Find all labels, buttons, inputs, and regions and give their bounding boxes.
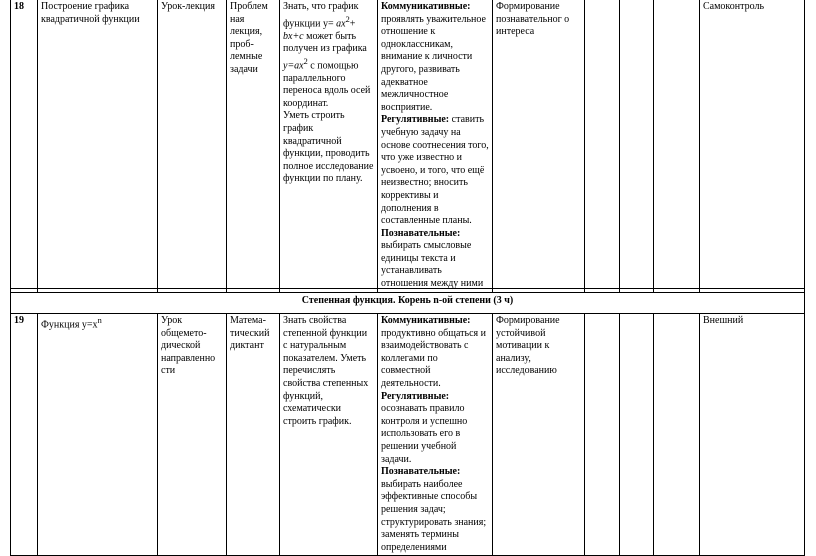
- lesson-type: Урок-лекция: [158, 0, 227, 292]
- section-heading-row: [11, 289, 805, 314]
- lesson-number: 18: [11, 0, 38, 292]
- personal-results: Формирование устойчивой мотивации к анализу, исследованию: [493, 314, 585, 556]
- lesson-topic: Функция $у=х^n$: [38, 314, 158, 556]
- empty-cell: [585, 314, 620, 556]
- lesson-topic: Построение графика квадратичной функции: [38, 0, 158, 292]
- control-form: Самоконтроль: [700, 0, 805, 292]
- empty-cell: [654, 0, 700, 292]
- lesson-row-19: [11, 314, 805, 556]
- section-heading: Степенная функция. Корень n-ой степени (3 ч): [11, 289, 805, 314]
- meta-results: Коммуникативные: продуктивно общаться и взаимодействовать с коллегами по совместной деятельности. Регулятивные: осознавать правило контроля и успешно использовать его в решении учебной задачи. Познавательные: выбирать наиболее эффективные способы решения задач; структурировать знания; заменять термины определениями: [378, 314, 493, 556]
- meta-results: Коммуникативные: проявлять уважительное отношение к одноклассникам, внимание к личности другого, развивать адекватное межличностное восприятие. Регулятивные: ставить учебную задачу на основе соотнесения того, что уже известно и усвоено, и того, что ещё неизвестно; вносить коррективы и дополнения в составленные планы. Познавательные: выбирать смысловые единицы текста и устанавливать отношения между ними: [378, 0, 493, 292]
- control-form: Внешний: [700, 314, 805, 556]
- empty-cell: [585, 0, 620, 292]
- lesson-method: Проблем ная лекция, проб-лемные задачи: [227, 0, 280, 292]
- lesson-type: Урок общемето-дической направленно сти: [158, 314, 227, 556]
- lesson-table-bottom: [10, 288, 805, 556]
- lesson-row-18: [11, 0, 805, 292]
- lesson-table-top: [10, 0, 805, 293]
- lesson-method: Матема-тический диктант: [227, 314, 280, 556]
- empty-cell: [654, 314, 700, 556]
- subject-results: Знать, что график функции $у= ax^2+$ bx+c может быть получен из графика $y=ax^2$ с помощью параллельного переноса вдоль осей координат. Уметь строить график квадратичной функции, проводить полное исследование функции по плану.: [280, 0, 378, 292]
- empty-cell: [620, 314, 654, 556]
- personal-results: Формирование познавательног о интереса: [493, 0, 585, 292]
- lesson-number: 19: [11, 314, 38, 556]
- subject-results: Знать свойства степенной функции с натуральным показателем. Уметь перечислять свойства степенных функций, схематически строить график.: [280, 314, 378, 556]
- empty-cell: [620, 0, 654, 292]
